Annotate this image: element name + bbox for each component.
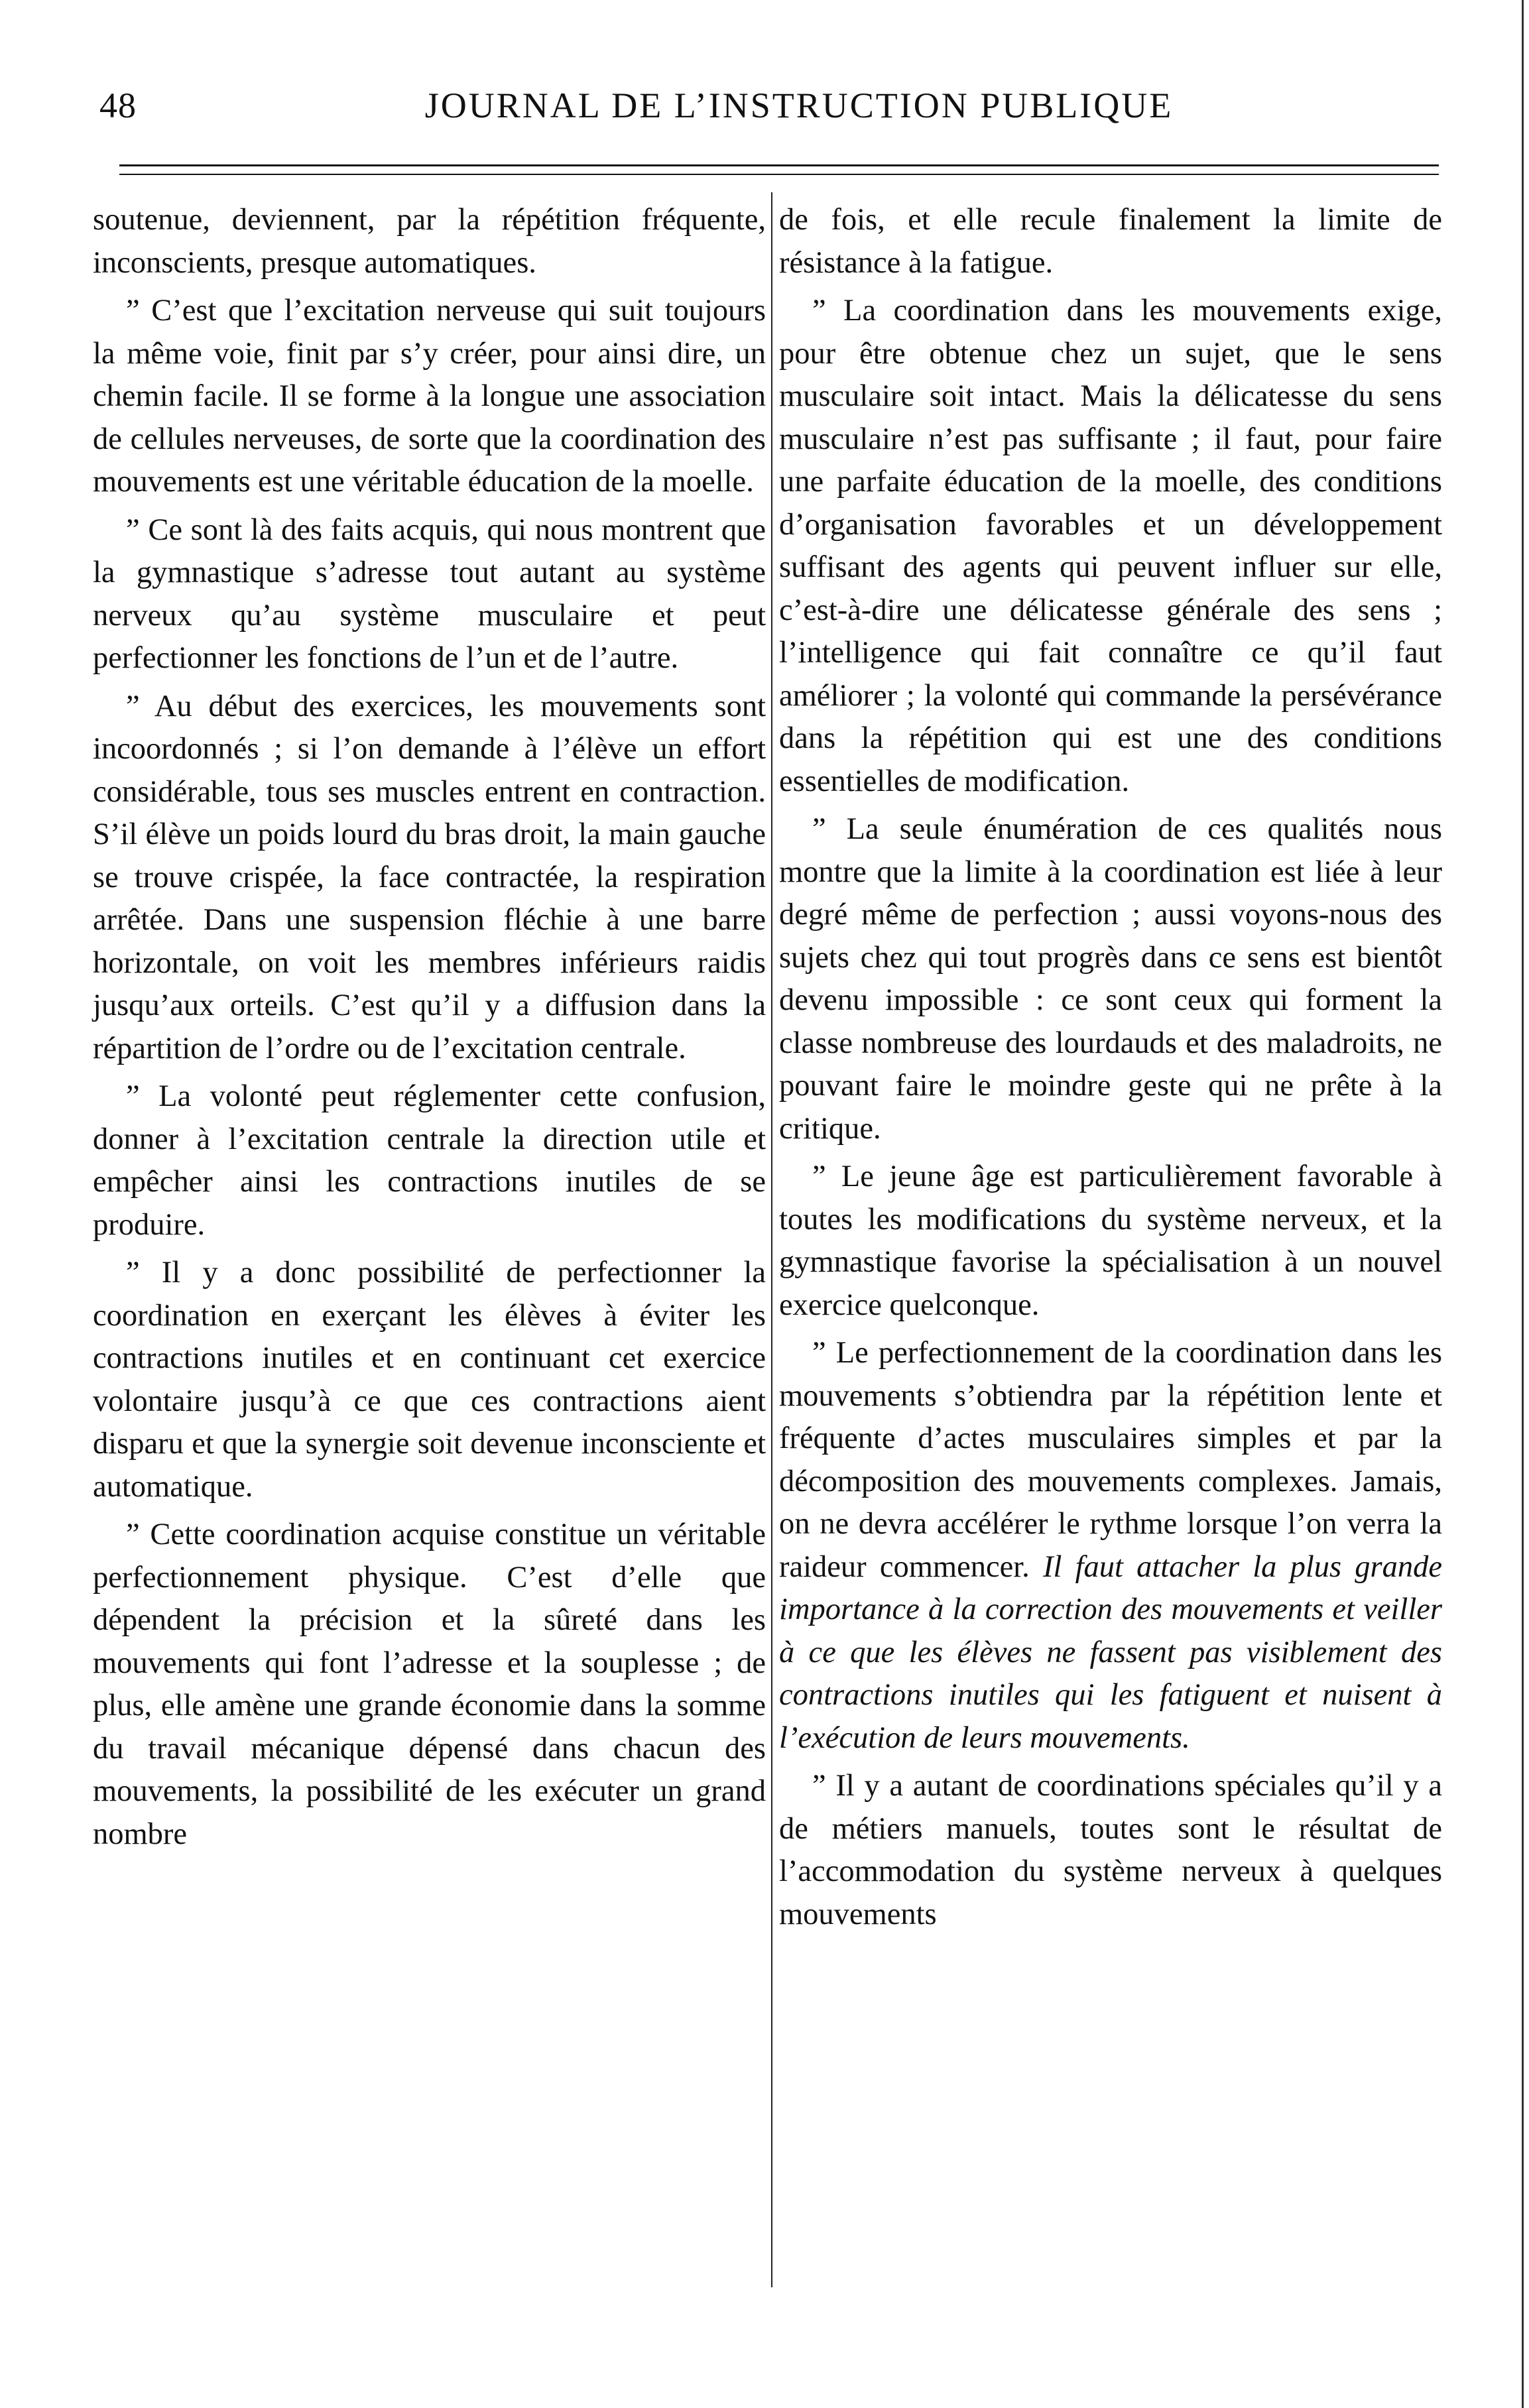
paragraph: de fois, et elle recule finalement la limite de résistance à la fatigue. [779,203,1442,280]
paragraph: ” La volonté peut réglementer cette confusion, donner à l’excitation centrale la direction utile et empêcher ainsi les contractions inutiles de se produire. [93,1079,766,1242]
paragraph: ” C’est que l’excitation nerveuse qui suit toujours la même voie, finit par s’y créer, pour ainsi dire, un chemin facile. Il se forme à la longue une association de cellules nerveuses, de sorte que la coordination des mouvements est une véritable éducation de la moelle. [93,294,766,499]
header-rule-secondary [119,174,1439,175]
page-edge-mark [1522,0,1524,2408]
page-number: 48 [99,86,137,125]
paragraph: ” La seule énumération de ces qualités nous montre que la limite à la coordination est liée à leur degré même de perfection ; aussi voyons-nous des sujets chez qui tout progrès dans ce sens est bientôt devenu impossible : ce sont ceux qui forment la classe nombreuse des lourdauds et des maladroits, ne pouvant faire le moindre geste qui ne prête à la critique. [779,812,1442,1146]
paragraph: ” Il y a autant de coordinations spéciales qu’il y a de métiers manuels, toutes sont le résultat de l’accommodation du système nerveux à quelques mouvements [779,1769,1442,1931]
paragraph [779,1332,1442,1760]
paragraph: ” La coordination dans les mouvements exige, pour être obtenue chez un sujet, que le sens musculaire soit intact. Mais la délicatesse du sens musculaire n’est pas suffisante ; il faut, pour faire une parfaite éducation de la moelle, des conditions d’organisation favorables et un développement suffisant des agents qui peuvent influer sur elle, c’est-à-dire une délicatesse générale des sens ; l’intelligence qui fait connaître ce qu’il faut améliorer ; la volonté qui commande la persévérance dans la répétition qui est une des conditions essentielles de modification. [779,294,1442,798]
paragraph: ” Le jeune âge est particulièrement favorable à toutes les modifications du système nerveux, et la gymnastique favorise la spécialisation à un nouvel exercice quelconque. [779,1160,1442,1322]
paragraph: ” Ce sont là des faits acquis, qui nous montrent que la gymnastique s’adresse tout autant au système nerveux qu’au système musculaire et peut perfectionner les fonctions de l’un et de l’autre. [93,512,766,675]
left-column [93,199,766,1861]
paragraph: ” Cette coordination acquise constitue un véritable perfectionnement physique. C’est d’elle que dépendent la précision et la sûreté dans les mouvements qui font l’adresse et la souplesse ; de plus, elle amène une grande économie dans la somme du travail mécanique dépensé dans chacun des mouvements, la possibilité de les exécuter un grand nombre [93,1518,766,1851]
paragraph: ” Au début des exercices, les mouvements sont incoordonnés ; si l’on demande à l’élève un effort considérable, tous ses muscles entrent en contraction. S’il élève un poids lourd du bras droit, la main gauche se trouve crispée, la face contractée, la respiration arrêtée. Dans une suspension fléchie à une barre horizontale, on voit les membres inférieurs raidis jusqu’aux orteils. C’est qu’il y a diffusion dans la répartition de l’ordre ou de l’excitation centrale. [93,689,766,1065]
paragraph: ” Il y a donc possibilité de perfectionner la coordination en exerçant les élèves à éviter les contractions inutiles et en continuant cet exercice volontaire jusqu’à ce que ces contractions aient disparu et que la synergie soit devenue inconsciente et automatique. [93,1256,766,1504]
page-header [99,78,1419,138]
paragraph: soutenue, deviennent, par la répétition fréquente, inconscients, presque automatiques. [93,203,766,280]
right-column [779,199,1442,1941]
paragraph-italic-text: Il faut attacher la plus grande importance à la correction des mouvements et veiller à ce que les élèves ne fassent pas visiblement des contractions inutiles qui les fatiguent et nuisent à l’exécution de leurs mouvements. [779,1549,1443,1755]
paragraph-roman-text: ” Le perfectionnement de la coordination dans les mouvements s’obtiendra par la répétition lente et fréquente d’actes musculaires simples et par la décomposition des mouvements complexes. Jamais, on ne devra accélérer le rythme lorsque l’on verra la raideur commencer. [779,1336,1442,1584]
header-rule [119,164,1439,166]
running-title: JOURNAL DE L’INSTRUCTION PUBLIQUE [424,86,1174,125]
column-divider [771,192,772,2287]
